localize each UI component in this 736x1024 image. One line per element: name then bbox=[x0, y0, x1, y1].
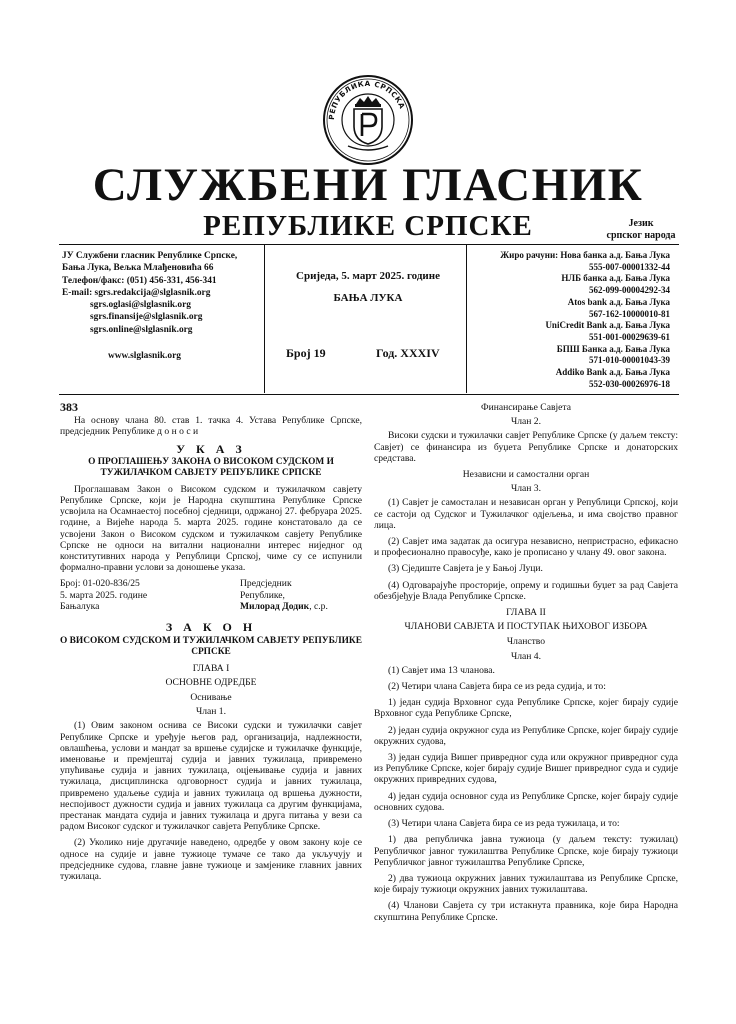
left-column bbox=[60, 402, 362, 887]
article-1-paragraph-2: (2) Уколико није другачије наведено, одредбе у овом закону које се односе на судије и јавне тужиоце тумаче се тако да укључују и предсједнике судова, главне јавне тужиоце и замјенике главних јавних тужилаца. bbox=[60, 837, 362, 883]
article-4-item-prosecutor-1: 1) два републичка јавна тужиоца (у даљем тексту: тужилац) Републичког јавног тужилаштва Републике Српске, које бирају тужиоци Републичког јавног тужилаштва Републике Српске, bbox=[374, 834, 678, 868]
signature-number: Број: 01-020-836/25 bbox=[60, 578, 140, 590]
bank-account-number: 567-162-10000010-81 bbox=[589, 308, 670, 319]
language-note bbox=[601, 218, 681, 242]
publisher-email-ads[interactable]: sgrs.oglasi@slglasnik.org bbox=[90, 300, 191, 311]
bank-line: БПШ Банка а.д. Бања Лука bbox=[556, 343, 670, 354]
bank-account-number: 571-010-00001043-39 bbox=[589, 355, 670, 366]
decree-subtitle: О ПРОГЛАШЕЊУ ЗАКОНА О ВИСОКОМ СУДСКОМ И ТУЖИЛАЧКОМ САВЈЕТУ РЕПУБЛИКЕ СРПСКЕ bbox=[88, 456, 334, 478]
article-4-paragraph-1: (1) Савјет има 13 чланова. bbox=[388, 664, 495, 676]
publisher-email-online[interactable]: sgrs.online@slglasnik.org bbox=[90, 324, 193, 335]
gazette-title: СЛУЖБЕНИ ГЛАСНИК bbox=[92, 159, 644, 211]
signature-role-2: Републике, bbox=[240, 589, 285, 601]
chapter-2-title: ЧЛАНОВИ САВЈЕТА И ПОСТУПАК ЊИХОВОГ ИЗБОРА bbox=[404, 621, 648, 633]
chapter-2-label: ГЛАВА II bbox=[506, 607, 546, 619]
right-column bbox=[374, 402, 678, 928]
article-1-label: Члан 1. bbox=[195, 706, 226, 718]
article-1-paragraph-1: (1) Овим законом оснива се Високи судски и тужилачки савјет Републике Српске и уређује његов рад, организација, надлежности, овлашћења, услови и мандат за вршење судијске и тужилачке функције, именовање и премјештај судија и јавних тужилаца, привремено упућивање судија и јавних тужилаца, оцјењивање судија и јавних тужилаца, дисциплинска одговорност судија и јавних тужилаца, привремено удаљење судија и јавних тужилаца од вршења дужности, неспојивост дужности судија и јавних тужилаца са другим функцијама, престанак мандата судија и јавних тужилаца и друга питања у вези са радом Високог судског и тужилачког савјета Републике Српске. bbox=[60, 720, 362, 833]
article-4-label: Члан 4. bbox=[510, 650, 541, 662]
bank-line: Atos bank а.д. Бања Лука bbox=[567, 296, 670, 307]
language-line-1: Језик bbox=[628, 218, 654, 229]
issue-year: Год. XXXIV bbox=[376, 346, 440, 360]
publisher-website-link[interactable]: www.slglasnik.org bbox=[108, 351, 181, 362]
chapter-1-title: ОСНОВНЕ ОДРЕДБЕ bbox=[165, 676, 257, 688]
signatory-suffix: , с.р. bbox=[309, 600, 328, 612]
issue-number: Број 19 bbox=[286, 346, 326, 360]
coat-of-arms-emblem bbox=[318, 70, 418, 170]
article-2-paragraph: Високи судски и тужилачки савјет Републике Српске (у даљем тексту: Савјет) се финансира из буџета Републике Српске и донаторских средстава. bbox=[374, 430, 678, 464]
decree-title: У К А З bbox=[176, 441, 246, 456]
section-establishment: Оснивање bbox=[190, 692, 232, 704]
signature-date: 5. марта 2025. године bbox=[60, 589, 148, 601]
article-4-item-judge-4: 4) један судија основног суда из Републике Српске, којег бирају судије основних судова. bbox=[374, 790, 678, 813]
article-3-paragraph-4: (4) Одговарајуће просторије, опрему и годишњи буџет за рад Савјета обезбјеђује Влада Републике Српске. bbox=[374, 579, 678, 602]
signatory-name: Милорад Додик bbox=[240, 600, 310, 612]
article-4-paragraph-4: (4) Чланови Савјета су три истакнута правника, које бира Народна скупштина Републике Српске. bbox=[374, 900, 678, 923]
bank-account-number: 562-099-00004292-34 bbox=[589, 285, 670, 296]
header-top-rule bbox=[59, 244, 679, 245]
signature-place: Бањалука bbox=[60, 600, 100, 612]
publisher-email-editorial[interactable]: E-mail: sgrs.redakcija@slglasnik.org bbox=[62, 287, 211, 298]
bank-line: Addiko Bank а.д. Бања Лука bbox=[555, 367, 670, 378]
decree-text: Проглашавам Закон о Високом судском и тужилачком савјету Републике Српске, који је Народна скупштина Републике Српске усвојила на Осамнаестој посебној сједници, одржаној 27. фебруара 2025. године, а Вијеће народа 5. марта 2025. године констатовало да се усвојени Закон о Високом судском и тужилачком савјету Републике Српске не односи на витални национални интерес ниједног од конститутивних народа у Републици Српској, чиме су се испунили формално-правни услови за доношење указа. bbox=[60, 483, 362, 574]
section-financing: Финансирање Савјета bbox=[481, 402, 571, 413]
section-independence: Независни и самостални орган bbox=[462, 469, 590, 481]
publisher-email-finance[interactable]: sgrs.finansije@slglasnik.org bbox=[90, 312, 203, 323]
act-number: 383 bbox=[60, 400, 78, 414]
bank-accounts bbox=[472, 250, 670, 390]
signature-block bbox=[60, 578, 362, 614]
header-separator-left bbox=[264, 245, 265, 393]
issue-date: Сриједа, 5. март 2025. године bbox=[296, 270, 440, 282]
publisher-address: Бања Лука, Вељка Млађеновића 66 bbox=[62, 263, 214, 274]
emblem-ring-text: РЕПУБЛИКА СРПСКА bbox=[326, 78, 407, 121]
article-4-paragraph-3: (3) Четири члана Савјета бира се из реда тужилаца, и то: bbox=[388, 818, 620, 830]
article-4-item-judge-1: 1) један судија Врховног суда Републике Српске, којег бирају судије Врховног суда Републике Српске, bbox=[374, 697, 678, 720]
bank-line: Жиро рачуни: Нова банка а.д. Бања Лука bbox=[500, 250, 670, 260]
issue-city: БАЊА ЛУКА bbox=[333, 292, 403, 304]
chapter-1-label: ГЛАВА I bbox=[192, 662, 230, 674]
article-4-item-judge-2: 2) један судија окружног суда из Републике Српске, којег бирају судије окружних судова, bbox=[374, 724, 678, 747]
bank-account-number: 555-007-00001332-44 bbox=[589, 261, 670, 272]
bank-account-number: 552-030-00026976-18 bbox=[589, 378, 670, 389]
law-subtitle: О ВИСОКОМ СУДСКОМ И ТУЖИЛАЧКОМ САВЈЕТУ РЕПУБЛИКЕ СРПСКЕ bbox=[60, 635, 362, 657]
article-4-item-judge-3: 3) један судија Вишег привредног суда или окружног привредног суда из Републике Српске, којег бирају судије Вишег привредног суда и судије окружних привредних судова, bbox=[374, 752, 678, 786]
publisher-name: ЈУ Службени гласник Републике Српске, bbox=[62, 251, 238, 261]
bank-line: НЛБ банка а.д. Бања Лука bbox=[561, 273, 670, 284]
article-4-item-prosecutor-2: 2) два тужиоца окружних јавних тужилаштава из Републике Српске, које бирају тужиоци окружних јавних тужилаштава. bbox=[374, 872, 678, 896]
bank-account-number: 551-001-00029639-61 bbox=[589, 331, 670, 342]
article-3-paragraph-3: (3) Сједиште Савјета је у Бањој Луци. bbox=[388, 563, 543, 575]
gazette-subtitle: РЕПУБЛИКЕ СРПСКЕ bbox=[203, 210, 533, 242]
decree-intro: На основу члана 80. став 1. тачка 4. Устава Републике Српске, предсједник Републике д о н о с и bbox=[60, 415, 362, 438]
article-3-label: Члан 3. bbox=[510, 483, 541, 495]
bank-line: UniCredit Bank а.д. Бања Лука bbox=[545, 320, 670, 331]
signature-role-1: Предсједник bbox=[240, 578, 292, 590]
publisher-phone: Телефон/факс: (051) 456-331, 456-341 bbox=[62, 275, 217, 286]
issue-info bbox=[268, 268, 468, 360]
header-bottom-rule bbox=[59, 394, 679, 395]
publisher-info bbox=[62, 250, 262, 362]
section-membership: Чланство bbox=[506, 636, 546, 648]
law-title: З А К О Н bbox=[165, 620, 257, 635]
language-line-2: српског народа bbox=[606, 230, 676, 241]
article-4-paragraph-2: (2) Четири члана Савјета бира се из реда судија, и то: bbox=[388, 681, 606, 693]
article-3-paragraph-2: (2) Савјет има задатак да осигура независно, непристрасно, ефикасно и професионално правосуђе, како је прописано у члану 49. овог закона. bbox=[374, 536, 678, 559]
article-3-paragraph-1: (1) Савјет је самосталан и независан орган у Републици Српској, који се састоји од Судског и Тужилачког одјељења, и има својство правног лица. bbox=[374, 497, 678, 531]
article-2-label: Члан 2. bbox=[510, 416, 541, 428]
